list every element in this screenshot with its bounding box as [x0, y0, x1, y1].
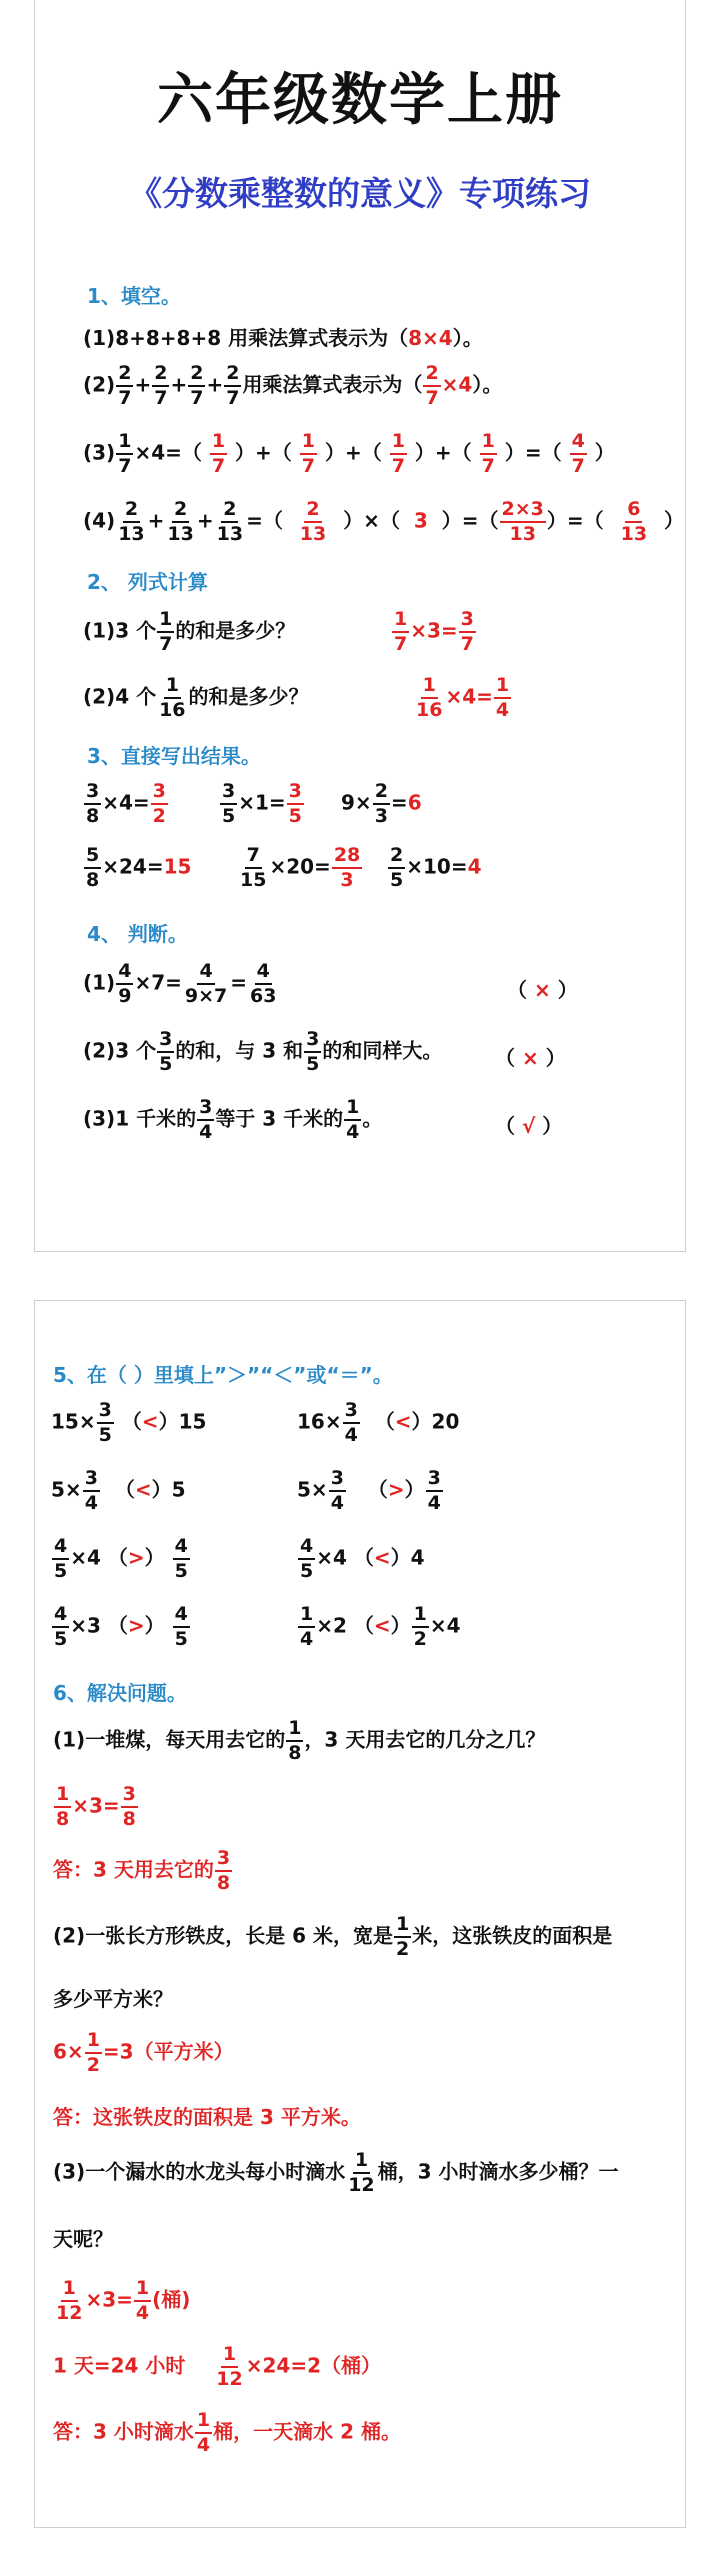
page-subtitle: 《分数乘整数的意义》专项练习	[129, 174, 591, 213]
s6-solution-3-line-2: 1 天=24 小时 $\frac{1}{12}$ ×24=2（桶）	[53, 2343, 382, 2390]
s5-compare-2-right: 5× $\frac{3}{4}$ （>） $\frac{3}{4}$	[297, 1467, 441, 1514]
s4-judge-1: （ × ）	[507, 978, 578, 1002]
s6-problem-3-line-1: (3)一个漏水的水龙头每小时滴水 $\frac{1}{12}$ 桶，3 小时滴水多少桶？一	[53, 2149, 619, 2196]
s5-compare-2-left: 5× $\frac{3}{4}$ （<）5	[51, 1467, 186, 1514]
section-5-heading: 5、在（ ）里填上”＞”“＜”或“＝”。	[53, 1363, 393, 1387]
s6-problem-3-line-2: 天呢？	[53, 2227, 113, 2251]
s5-compare-1-right: 16× $\frac{3}{4}$ （<）20	[297, 1399, 460, 1446]
s6-solution-1: $\frac{1}{8}$ ×3= $\frac{3}{8}$	[56, 1783, 136, 1830]
s6-problem-2-line-1: (2)一张长方形铁皮，长是 6 米，宽是 $\frac{1}{2}$ 米，这张铁皮的面积是	[53, 1913, 613, 1960]
s4-judge-2: （ × ）	[495, 1046, 566, 1070]
s6-problem-1: (1)一堆煤，每天用去它的 $\frac{1}{8}$ ，3 天用去它的几分之几？	[53, 1717, 546, 1764]
s3-item-4: $\frac{5}{8}$ ×24=15	[86, 844, 192, 891]
s3-item-1: $\frac{3}{8}$ ×4= $\frac{3}{2}$	[86, 780, 166, 827]
s3-item-3: 9× $\frac{2}{3}$ =6	[341, 780, 422, 827]
s1-question-2: (2) $\frac{2}{7}$ + $\frac{2}{7}$ + $\frac{2}{7}$ + $\frac{2}{7}$ 用乘法算式表示为（ $\frac{2}{7}$ ×4）。	[83, 362, 503, 409]
s4-statement-3: (3)1 千米的 $\frac{3}{4}$ 等于 3 千米的 $\frac{1}{4}$ 。	[83, 1096, 383, 1143]
section-6-heading: 6、解决问题。	[53, 1681, 187, 1705]
s4-judge-3: （ √ ）	[495, 1114, 563, 1138]
section-3-heading: 3、直接写出结果。	[87, 744, 261, 768]
s5-compare-3-right: $\frac{4}{5}$ ×4 （<）4	[300, 1535, 425, 1582]
s5-compare-4-right: $\frac{1}{4}$ ×2 （<） $\frac{1}{2}$ ×4	[300, 1603, 461, 1650]
s5-compare-3-left: $\frac{4}{5}$ ×4 （>） $\frac{4}{5}$	[54, 1535, 188, 1582]
s6-problem-2-line-2: 多少平方米？	[53, 1987, 173, 2011]
section-4-heading: 4、 判断。	[87, 922, 188, 946]
s1-question-4: (4) $\frac{2}{13}$ + $\frac{2}{13}$ + $\frac{2}{13}$ =（ $\frac{2}{13}$ ）×（ 3 ）=（ $\frac{2\times 3}{13}$ ）=（ $\frac{6}{13}$ ）	[83, 498, 684, 545]
s2-answer-1: $\frac{1}{7}$ ×3= $\frac{3}{7}$	[394, 608, 474, 655]
s6-answer-1: 答：3 天用去它的 $\frac{3}{8}$	[53, 1847, 231, 1894]
s2-question-1: (1)3 个 $\frac{1}{7}$ 的和是多少？	[83, 608, 296, 655]
worksheet-page-1	[34, 0, 686, 1252]
section-1-heading: 1、填空。	[87, 284, 181, 308]
page-title: 六年级数学上册	[157, 68, 563, 133]
s3-item-2: $\frac{3}{5}$ ×1= $\frac{3}{5}$	[222, 780, 302, 827]
s6-solution-2: 6× $\frac{1}{2}$ =3（平方米）	[53, 2029, 234, 2076]
s3-item-5: $\frac{7}{15}$ ×20= $\frac{28}{3}$	[240, 844, 361, 891]
s4-statement-1: (1) $\frac{4}{9}$ ×7= $\frac{4}{9\times 7}$ = $\frac{4}{63}$	[83, 960, 277, 1007]
s2-question-2: (2)4 个 $\frac{1}{16}$ 的和是多少？	[83, 674, 309, 721]
s6-solution-3-line-1: $\frac{1}{12}$ ×3= $\frac{1}{4}$ (桶)	[56, 2277, 191, 2324]
s1-question-3: (3) $\frac{1}{7}$ ×4=（ $\frac{1}{7}$ ）+（ $\frac{1}{7}$ ）+（ $\frac{1}{7}$ ）+（ $\frac{1}{7}$ ）=（ $\frac{4}{7}$ ）	[83, 430, 615, 477]
s5-compare-4-left: $\frac{4}{5}$ ×3 （>） $\frac{4}{5}$	[54, 1603, 188, 1650]
s1-question-1: (1)8+8+8+8 用乘法算式表示为（8×4）。	[83, 326, 483, 350]
section-2-heading: 2、 列式计算	[87, 570, 208, 594]
s2-answer-2: $\frac{1}{16}$ ×4= $\frac{1}{4}$	[416, 674, 510, 721]
s5-compare-1-left: 15× $\frac{3}{5}$ （<）15	[51, 1399, 207, 1446]
s4-statement-2: (2)3 个 $\frac{3}{5}$ 的和，与 3 和 $\frac{3}{5}$ 的和同样大。	[83, 1028, 443, 1075]
s6-answer-3: 答：3 小时滴水 $\frac{1}{4}$ 桶，一天滴水 2 桶。	[53, 2409, 401, 2456]
worksheet-page-2	[34, 1300, 686, 2528]
s6-answer-2: 答：这张铁皮的面积是 3 平方米。	[53, 2105, 361, 2129]
s3-item-6: $\frac{2}{5}$ ×10=4	[390, 844, 482, 891]
